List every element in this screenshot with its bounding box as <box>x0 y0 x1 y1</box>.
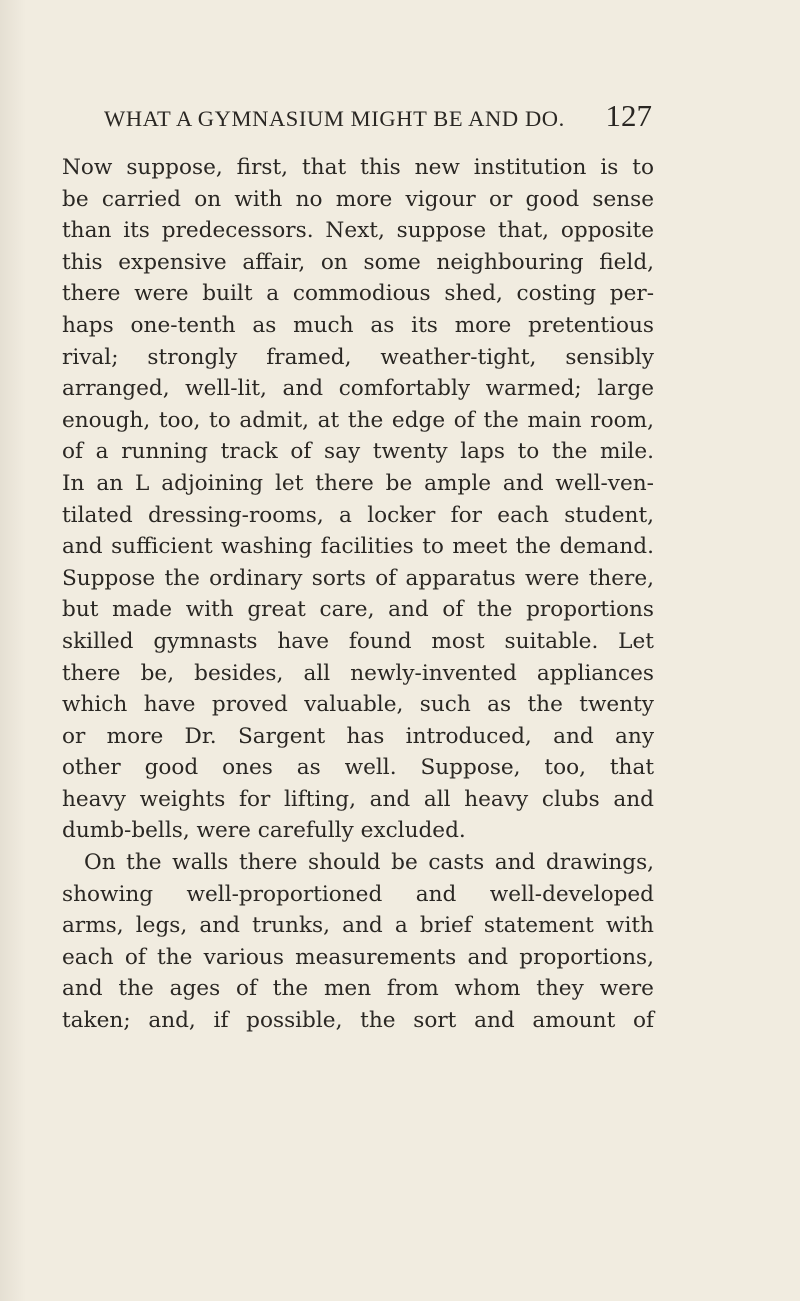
text-line: other good ones as well. Suppose, too, that <box>62 755 655 781</box>
text-line: skilled gymnasts have found most suitable. Let <box>62 628 654 654</box>
text-line: haps one-tenth as much as its more pretentious <box>62 312 654 338</box>
text-line: which have proved valuable, such as the twenty <box>62 692 654 718</box>
text-line: each of the various measurements and proportions, <box>62 944 655 970</box>
text-line: and sufficient washing facilities to meet the demand. <box>62 534 654 560</box>
text-line: tilated dressing-rooms, a locker for each student, <box>62 502 654 528</box>
text-line: than its predecessors. Next, suppose that, opposite <box>62 218 654 244</box>
text-line: enough, too, to admit, at the edge of the main room, <box>62 407 654 433</box>
text-line: and the ages of the men from whom they were <box>62 976 654 1002</box>
text-line: heavy weights for lifting, and all heavy clubs and <box>62 786 654 812</box>
text-line: On the walls there should be casts and drawings, <box>84 850 655 876</box>
text-line: dumb-bells, were carefully excluded. <box>62 818 466 844</box>
text-line: In an L adjoining let there be ample and well-ven- <box>62 470 654 496</box>
text-line: arms, legs, and trunks, and a brief statement with <box>62 913 654 939</box>
text-line: but made with great care, and of the proportions <box>62 597 654 623</box>
text-line: of a running track of say twenty laps to the mile. <box>62 439 654 465</box>
text-line: showing well-proportioned and well-developed <box>62 881 654 907</box>
page-number: 127 <box>605 98 652 133</box>
text-line: taken; and, if possible, the sort and amount of <box>62 1008 654 1034</box>
text-line: there be, besides, all newly-invented appliances <box>62 660 654 686</box>
running-head <box>104 98 652 142</box>
text-line: be carried on with no more vigour or good sense <box>62 186 655 212</box>
text-line: or more Dr. Sargent has introduced, and any <box>62 723 655 749</box>
text-line: rival; strongly framed, weather-tight, sensibly <box>62 344 655 370</box>
text-line: Now suppose, first, that this new institution is to <box>62 155 654 180</box>
body-text <box>62 152 654 1037</box>
text-line: there were built a commodious shed, costing per- <box>62 281 654 307</box>
running-title: WHAT A GYMNASIUM MIGHT BE AND DO. <box>104 106 565 131</box>
text-line: arranged, well-lit, and comfortably warmed; large <box>62 376 654 402</box>
text-line: this expensive affair, on some neighbouring field, <box>62 249 655 275</box>
text-line: Suppose the ordinary sorts of apparatus were there, <box>62 565 655 591</box>
